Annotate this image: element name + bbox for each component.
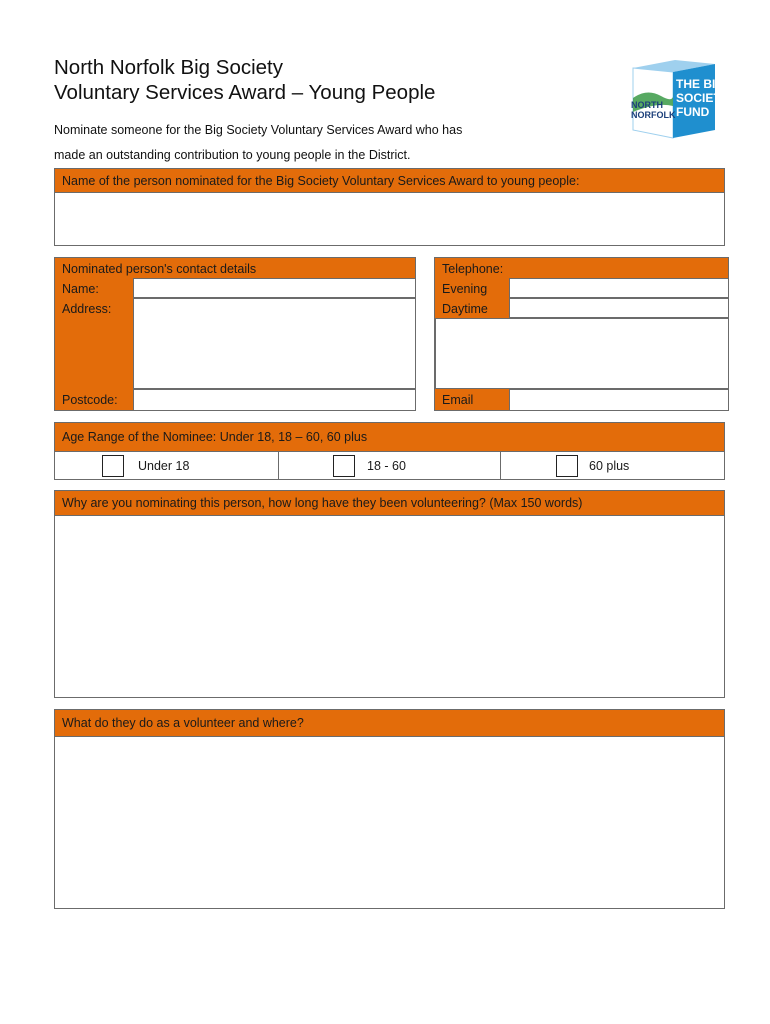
postcode-label: Postcode: <box>62 393 118 407</box>
daytime-label: Daytime <box>442 302 488 316</box>
divider <box>500 452 501 480</box>
page-title-line-2: Voluntary Services Award – Young People <box>54 81 436 104</box>
page-title-line-1: North Norfolk Big Society <box>54 56 284 79</box>
logo-text-north: NORTH <box>631 100 663 110</box>
daytime-phone-input[interactable] <box>509 298 729 318</box>
over-60-label: 60 plus <box>589 459 630 473</box>
intro-line-2: made an outstanding contribution to young people in the District. <box>54 148 411 162</box>
why-nominating-header: Why are you nominating this person, how long have they been volunteering? (Max 150 words) <box>55 491 724 516</box>
email-input[interactable] <box>509 389 729 411</box>
telephone-section <box>434 257 729 411</box>
name-input[interactable] <box>133 278 416 298</box>
telephone-header: Telephone: <box>442 262 504 276</box>
logo-text-society: SOCIETY <box>676 91 729 105</box>
logo-text-the-big: THE BIG <box>676 77 725 91</box>
evening-phone-input[interactable] <box>509 278 729 298</box>
volunteer-activity-input[interactable] <box>55 737 724 908</box>
under-18-label: Under 18 <box>138 459 190 473</box>
big-society-fund-logo <box>627 58 729 140</box>
divider <box>278 452 279 480</box>
logo-text-fund: FUND <box>676 105 710 119</box>
why-nominating-input[interactable] <box>55 516 724 697</box>
volunteer-activity-section <box>54 709 725 909</box>
evening-label: Evening <box>442 282 488 296</box>
logo-text-norfolk: NORFOLK <box>631 110 676 120</box>
nominee-name-section <box>54 168 725 246</box>
address-input[interactable] <box>133 298 416 389</box>
address-label: Address: <box>62 302 112 316</box>
age-range-header: Age Range of the Nominee: Under 18, 18 – 60, 60 plus <box>55 423 724 452</box>
intro-line-1: Nominate someone for the Big Society Voluntary Services Award who has <box>54 123 463 137</box>
over-60-checkbox[interactable] <box>556 455 578 477</box>
under-18-checkbox[interactable] <box>102 455 124 477</box>
name-label: Name: <box>62 282 99 296</box>
telephone-notes-area[interactable] <box>435 318 729 389</box>
contact-details-section <box>54 257 416 411</box>
nominee-name-input[interactable] <box>55 193 724 245</box>
email-label: Email <box>442 393 474 407</box>
intro-text <box>54 118 462 168</box>
age-18-60-label: 18 - 60 <box>367 459 406 473</box>
age-range-section <box>54 422 725 480</box>
contact-details-header: Nominated person's contact details <box>62 262 257 276</box>
volunteer-activity-header: What do they do as a volunteer and where? <box>55 710 724 737</box>
postcode-input[interactable] <box>133 389 416 411</box>
age-18-60-checkbox[interactable] <box>333 455 355 477</box>
page-title <box>54 55 435 105</box>
nominee-name-header: Name of the person nominated for the Big Society Voluntary Services Award to young people: <box>55 169 724 193</box>
why-nominating-section <box>54 490 725 698</box>
